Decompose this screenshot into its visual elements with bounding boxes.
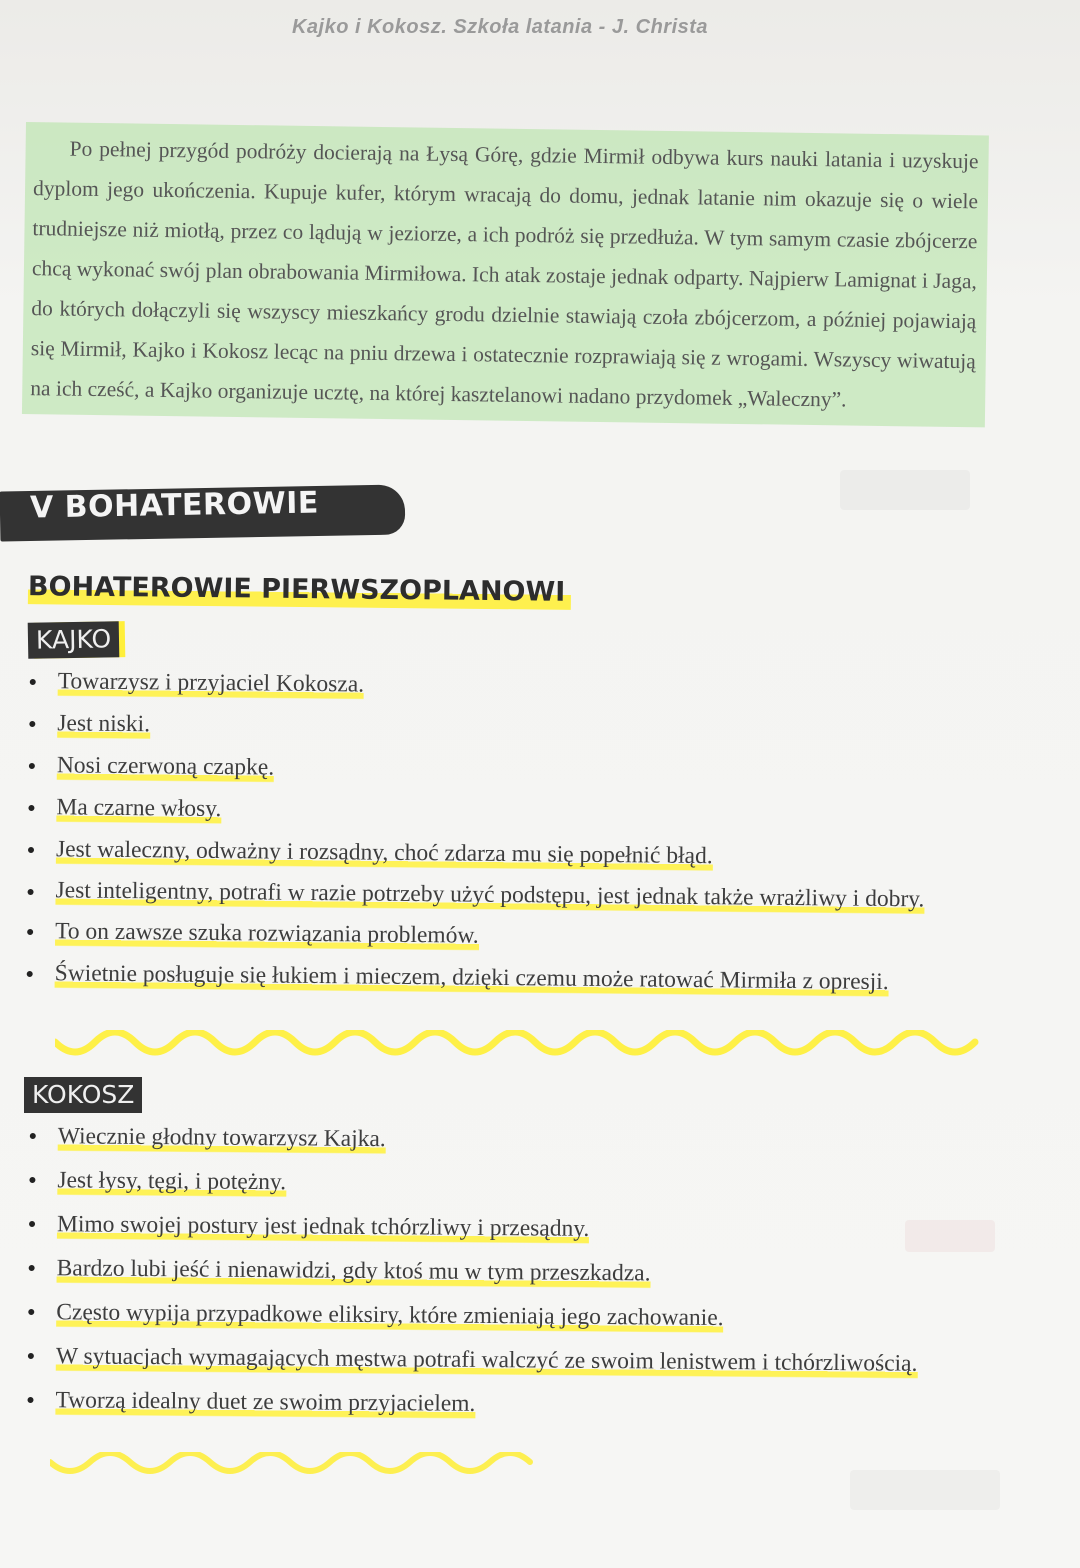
trait-text: Bardzo lubi jeść i nienawidzi, gdy ktoś mu w tym przeszkadza. (56, 1255, 651, 1287)
character-label-kokosz: KOKOSZ (24, 1077, 142, 1113)
trait-text: To on zawsze szuka rozwiązania problemów. (55, 918, 479, 949)
trait-text: Często wypija przypadkowe eliksiry, które zmieniają jego zachowanie. (56, 1299, 724, 1332)
bleed-through-shadow (840, 470, 970, 510)
trait-text: Nosi czerwoną czapkę. (56, 752, 275, 781)
character-label-kajko: KAJKO (28, 621, 120, 659)
trait-text: Wiecznie głodny towarzysz Kajka. (57, 1123, 386, 1153)
trait-text: W sytuacjach wymagających męstwa potrafi walczyć ze swoim lenistwem i tchórzliwością. (55, 1343, 918, 1377)
plot-summary-paragraph: Po pełnej przygód podróży docierają na Łysą Górę, gdzie Mirmił odbywa kurs nauki latania i uzyskuje dyplom jego ukończenia. Kupuje kufer, którym wracają do domu, jednak latanie nim okazuje się o wiele trudniejsze niż miotłą, przez co lądują w jeziorze, a ich podróż się przedłuża. W tym samym czasie zbójcerze chcą wykonać swój plan obrabowania Mirmiłowa. Ich atak zostaje jednak odparty. Najpierw Lamignat i Jaga, do których dołączyli się wszyscy mieszkańcy grodu dzielnie stawiają czoła zbójcerzom, a później pojawiają się Mirmił, Kajko i Kokosz lecąc na pniu drzewa i ostatecznie rozprawiają się z wrogami. Wszyscy wiwatują na ich cześć, a Kajko organizuje ucztę, na której kasztelanowi nadano przydomek „Waleczny”. (22, 122, 989, 427)
kokosz-trait-list (27, 1114, 1010, 1431)
trait-text: Ma czarne włosy. (56, 794, 222, 823)
list-item (27, 1378, 1007, 1431)
running-header: Kajko i Kokosz. Szkoła latania - J. Christa (291, 16, 709, 38)
trait-text: Jest niski. (57, 710, 151, 738)
trait-text: Mimo swojej postury jest jednak tchórzliwy i przesądny. (56, 1211, 590, 1242)
trait-text: Świetnie posługuje się łukiem i mieczem, dzięki czemu może ratować Mirmiła z opresji. (54, 960, 889, 996)
section-title: V BOHATEROWIE (29, 485, 320, 526)
list-item (27, 952, 987, 1004)
trait-text: Tworzą idealny duet ze swoim przyjacielem. (55, 1387, 476, 1417)
trait-text: Jest łysy, tęgi, i potężny. (57, 1167, 287, 1196)
trait-text: Jest waleczny, odważny i rozsądny, choć zdarza mu się popełnić błąd. (55, 836, 713, 870)
trait-text: Jest inteligentny, potrafi w razie potrzeby użyć podstępu, jest jednak także wrażliwy i dobry. (55, 877, 925, 913)
bleed-through-shadow (850, 1470, 1000, 1510)
subheading-main-characters: BOHATEROWIE PIERWSZOPLANOWI (28, 571, 572, 610)
kajko-trait-list (27, 660, 990, 1004)
highlighter-squiggle (55, 1030, 995, 1070)
trait-text: Towarzysz i przyjaciel Kokosza. (57, 668, 365, 698)
highlighter-squiggle (50, 1452, 550, 1486)
